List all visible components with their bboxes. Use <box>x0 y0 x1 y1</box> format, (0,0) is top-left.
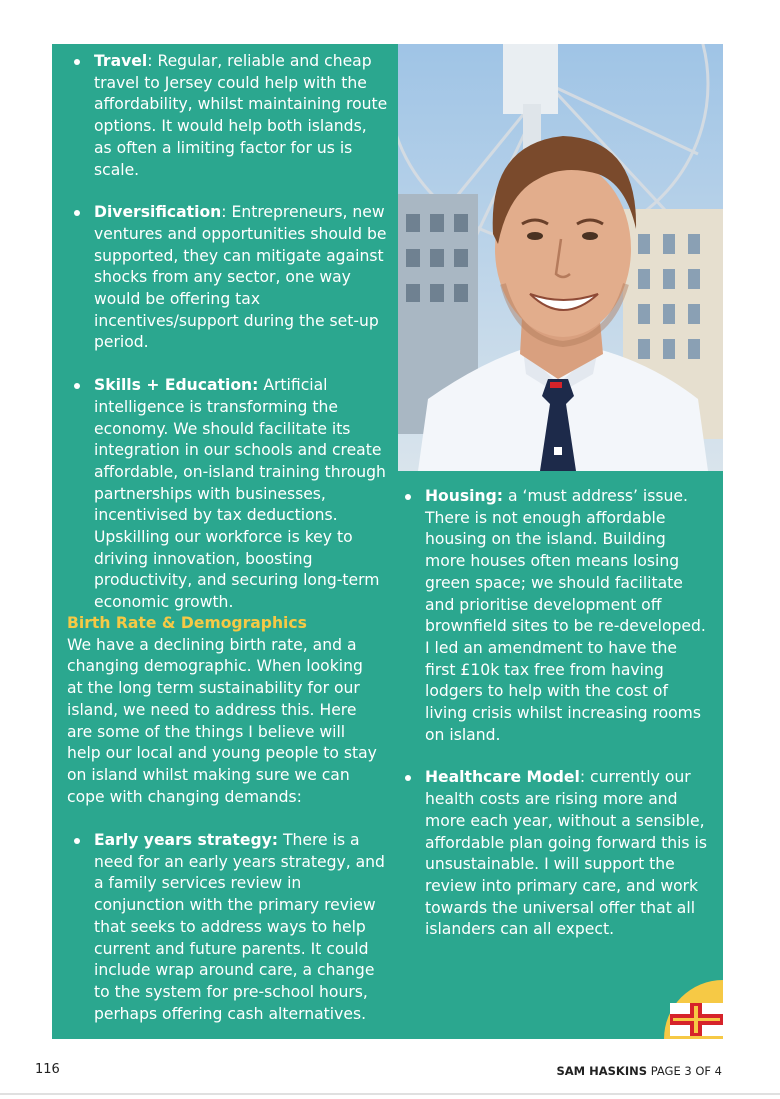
page-number: 116 <box>35 1062 60 1077</box>
bullet-separator: : <box>579 768 591 787</box>
bullet-title: Diversification <box>94 203 222 222</box>
bullet-separator: : <box>221 203 232 222</box>
birth-rate-section <box>67 613 379 808</box>
bullet-diversification <box>67 202 389 354</box>
guernsey-flag-corner <box>646 980 723 1039</box>
bullet-text: Entrepreneurs, new ventures and opportunities should be supported, they can mitigate against shocks from any sector, one way would be offering tax incentives/support during the set-up period. <box>94 203 387 352</box>
left-column-top <box>67 51 389 614</box>
left-bottom-bullet-list <box>67 830 387 1025</box>
section-heading: Birth Rate & Demographics <box>67 614 307 632</box>
bullet-travel <box>67 51 389 181</box>
section-paragraph: We have a declining birth rate, and a changing demographic. When looking at the long term sustainability for our island, we need to address this. Here are some of the things I believe will help our local and young people to stay on island whilst making sure we can cope with changing demands: <box>67 635 377 806</box>
guernsey-flag-icon <box>670 1003 723 1036</box>
right-bullet-list <box>398 486 710 941</box>
left-column-bottom <box>67 830 387 1025</box>
bullet-separator: : <box>147 52 158 70</box>
bullet-title: Healthcare Model <box>425 768 580 787</box>
bullet-title: Travel <box>94 52 148 70</box>
left-top-bullet-list <box>67 51 389 614</box>
bullet-title: Housing: <box>425 487 503 505</box>
page-footer-label <box>556 1064 722 1078</box>
bullet-housing <box>398 486 710 746</box>
bullet-title: Skills + Education: <box>94 376 259 395</box>
page-of-label: PAGE 3 OF 4 <box>650 1064 722 1078</box>
bullet-healthcare <box>398 767 710 941</box>
bullet-early-years <box>67 830 387 1025</box>
bullet-text: a ‘must address’ issue. There is not enough affordable housing on the island. Building more houses often means losing green space; we should facilitate and prioritise development off brownfield sites to be re-developed. I led an amendment to have the first £10k tax free from having lodgers to help with the cost of living crisis whilst increasing rooms on island. <box>425 487 706 744</box>
bottom-divider <box>0 1093 780 1095</box>
bullet-text: currently our health costs are rising more and more each year, without a sensible, affordable plan going forward this is unsustainable. I will support the review into primary care, and work towards the universal offer that all islanders can all expect. <box>425 768 707 939</box>
author-name: SAM HASKINS <box>556 1064 648 1078</box>
candidate-portrait-photo <box>398 44 723 471</box>
right-column <box>398 486 710 941</box>
bullet-title: Early years strategy: <box>94 831 279 849</box>
bullet-text: There is a need for an early years strategy, and a family services review in conjunction with the primary review that seeks to address ways to help current and future parents. It could include wrap around care, a change to the system for pre-school hours, perhaps offering cash alternatives. <box>94 831 385 1023</box>
bullet-skills-education <box>67 375 389 614</box>
bullet-text: Regular, reliable and cheap travel to Jersey could help with the affordability, whilst maintaining route options. It would help both islands, as often a limiting factor for us is scale. <box>94 52 388 179</box>
bullet-text: Artificial intelligence is transforming the economy. We should facilitate its integration in our schools and create affordable, on-island training through partnerships with businesses, incentivised by tax deductions. Upskilling our workforce is key to driving innovation, boosting productivity, and securing long-term economic growth. <box>94 376 386 612</box>
